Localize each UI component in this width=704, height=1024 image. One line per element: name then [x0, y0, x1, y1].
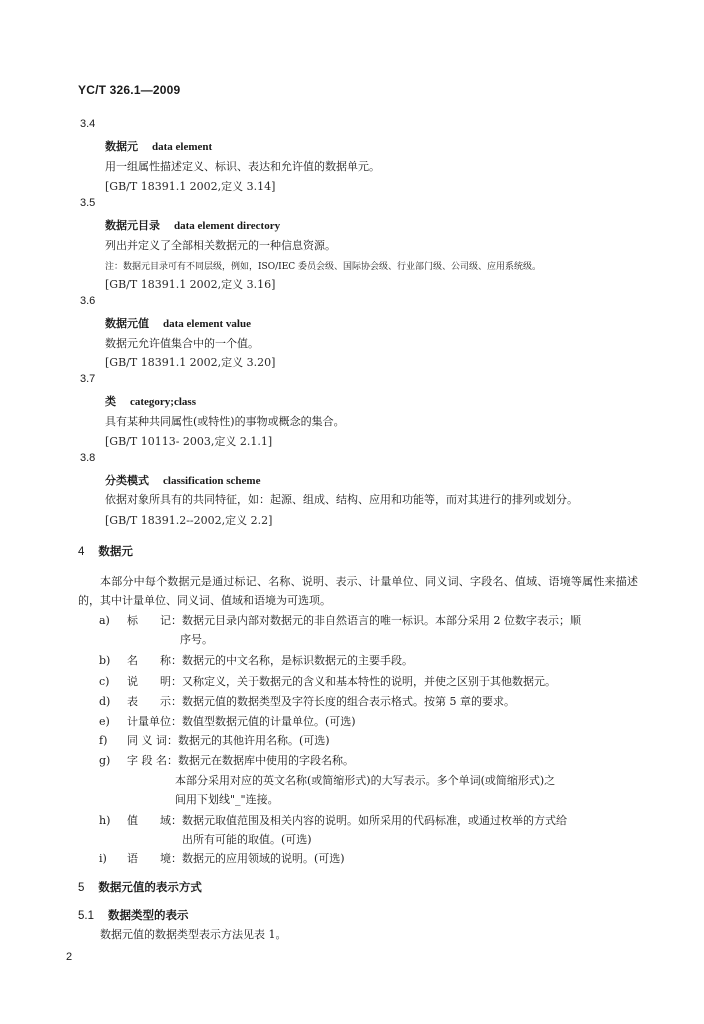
section-heading [78, 879, 202, 895]
item-marker: c) [99, 675, 110, 688]
term-heading [105, 217, 280, 233]
definition-note: 注：数据元目录可有不同层级，例如，ISO/IEC 委员会级、国际协会级、行业部门级、公司级、应用系统级。 [105, 262, 542, 272]
item-label: 字 段 名 [127, 754, 167, 767]
section-number: 4 [78, 546, 85, 558]
item-text: ：数据元值的数据类型及字符长度的组合表示格式。按第 5 章的要求。 [171, 695, 515, 708]
item-continuation: 本部分采用对应的英文名称(或简缩形式)的大写表示。多个单词(或简缩形式)之 [175, 774, 556, 787]
subsection-title: 数据类型的表示 [108, 908, 189, 922]
term-heading [105, 315, 251, 331]
item-marker: g) [99, 754, 111, 767]
list-item [99, 712, 639, 731]
reference-citation: [GB/T 18391.2--2002,定义 2.2] [105, 514, 273, 527]
item-marker: b) [99, 654, 111, 667]
definition-text: 具有某种共同属性(或特性)的事物或概念的集合。 [105, 415, 345, 428]
clause-number: 3.6 [80, 295, 96, 307]
page-number: 2 [66, 951, 73, 963]
item-label: 名 称 [127, 654, 171, 667]
list-item [99, 611, 639, 630]
item-marker: h) [99, 814, 111, 827]
item-marker: f) [99, 734, 108, 747]
term-english: classification scheme [163, 475, 261, 487]
item-text: ：数据元取值范围及相关内容的说明。如所采用的代码标准，或通过枚举的方式给 [171, 814, 567, 827]
item-continuation: 序号。 [180, 633, 213, 646]
list-item [99, 811, 639, 830]
term-chinese: 数据元 [105, 140, 138, 153]
section-number: 5 [78, 882, 85, 894]
item-text: ：数值型数据元值的计量单位。(可选) [171, 715, 356, 728]
item-marker: i) [99, 852, 107, 865]
clause-number: 3.7 [80, 373, 96, 385]
definition-text: 数据元允许值集合中的一个值。 [105, 337, 259, 350]
item-label: 说 明 [127, 675, 171, 688]
definition-text: 依据对象所具有的共同特征，如：起源、组成、结构、应用和功能等，而对其进行的排列或划分。 [105, 493, 578, 506]
term-chinese: 类 [105, 395, 116, 408]
section-title: 数据元 [98, 544, 133, 558]
term-english: data element value [163, 318, 251, 330]
definition-text: 用一组属性描述定义、标识、表达和允许值的数据单元。 [105, 160, 380, 173]
item-text: ：数据元在数据库中使用的字段名称。 [167, 754, 354, 767]
reference-citation: [GB/T 18391.1 2002,定义 3.14] [105, 180, 276, 193]
item-text: ：数据元的应用领域的说明。(可选) [171, 852, 345, 865]
term-english: data element directory [174, 220, 281, 232]
list-item [99, 651, 639, 670]
clause-number: 3.8 [80, 452, 96, 464]
item-continuation: 出所有可能的取值。(可选) [182, 833, 312, 846]
subsection-number: 5.1 [78, 910, 94, 922]
item-label: 计量单位 [127, 715, 171, 728]
section-heading [78, 543, 133, 559]
list-item [99, 849, 639, 868]
term-heading [105, 393, 196, 409]
subsection-paragraph: 数据元值的数据类型表示方法见表 1。 [100, 928, 287, 941]
term-heading [105, 472, 260, 488]
definition-text: 列出并定义了全部相关数据元的一种信息资源。 [105, 239, 336, 252]
term-chinese: 数据元目录 [105, 219, 160, 232]
reference-citation: [GB/T 10113- 2003,定义 2.1.1] [105, 435, 273, 448]
term-english: category;class [130, 396, 196, 408]
reference-citation: [GB/T 18391.1 2002,定义 3.16] [105, 278, 276, 291]
list-item [99, 731, 639, 750]
item-marker: e) [99, 715, 110, 728]
item-text: ：数据元的中文名称，是标识数据元的主要手段。 [171, 654, 413, 667]
section-title: 数据元值的表示方式 [98, 880, 202, 894]
term-chinese: 数据元值 [105, 317, 149, 330]
item-label: 值 域 [127, 814, 171, 827]
list-item [99, 692, 639, 711]
item-text: ：数据元目录内部对数据元的非自然语言的唯一标识。本部分采用 2 位数字表示；顺 [171, 614, 581, 627]
term-chinese: 分类模式 [105, 474, 149, 487]
reference-citation: [GB/T 18391.1 2002,定义 3.20] [105, 356, 276, 369]
item-label: 表 示 [127, 695, 171, 708]
standard-code-header: YC/T 326.1—2009 [78, 83, 181, 97]
list-item [99, 672, 639, 691]
section-paragraph: 本部分中每个数据元是通过标记、名称、说明、表示、计量单位、同义词、字段名、值域、语境等属性来描述的，其中计量单位、同义词、值域和语境为可选项。 [78, 575, 638, 607]
item-text: ：数据元的其他许用名称。(可选) [167, 734, 330, 747]
item-marker: a) [99, 614, 110, 627]
item-text: ：又称定义，关于数据元的含义和基本特性的说明，并使之区别于其他数据元。 [171, 675, 556, 688]
item-label: 语 境 [127, 852, 171, 865]
item-label: 同 义 词 [127, 734, 167, 747]
list-item [99, 751, 639, 770]
subsection-heading [78, 907, 189, 923]
item-continuation: 间用下划线"_"连接。 [175, 793, 279, 806]
term-english: data element [152, 141, 213, 153]
item-marker: d) [99, 695, 111, 708]
clause-number: 3.5 [80, 197, 96, 209]
term-heading [105, 138, 212, 154]
clause-number: 3.4 [80, 118, 96, 130]
item-label: 标 记 [127, 614, 171, 627]
